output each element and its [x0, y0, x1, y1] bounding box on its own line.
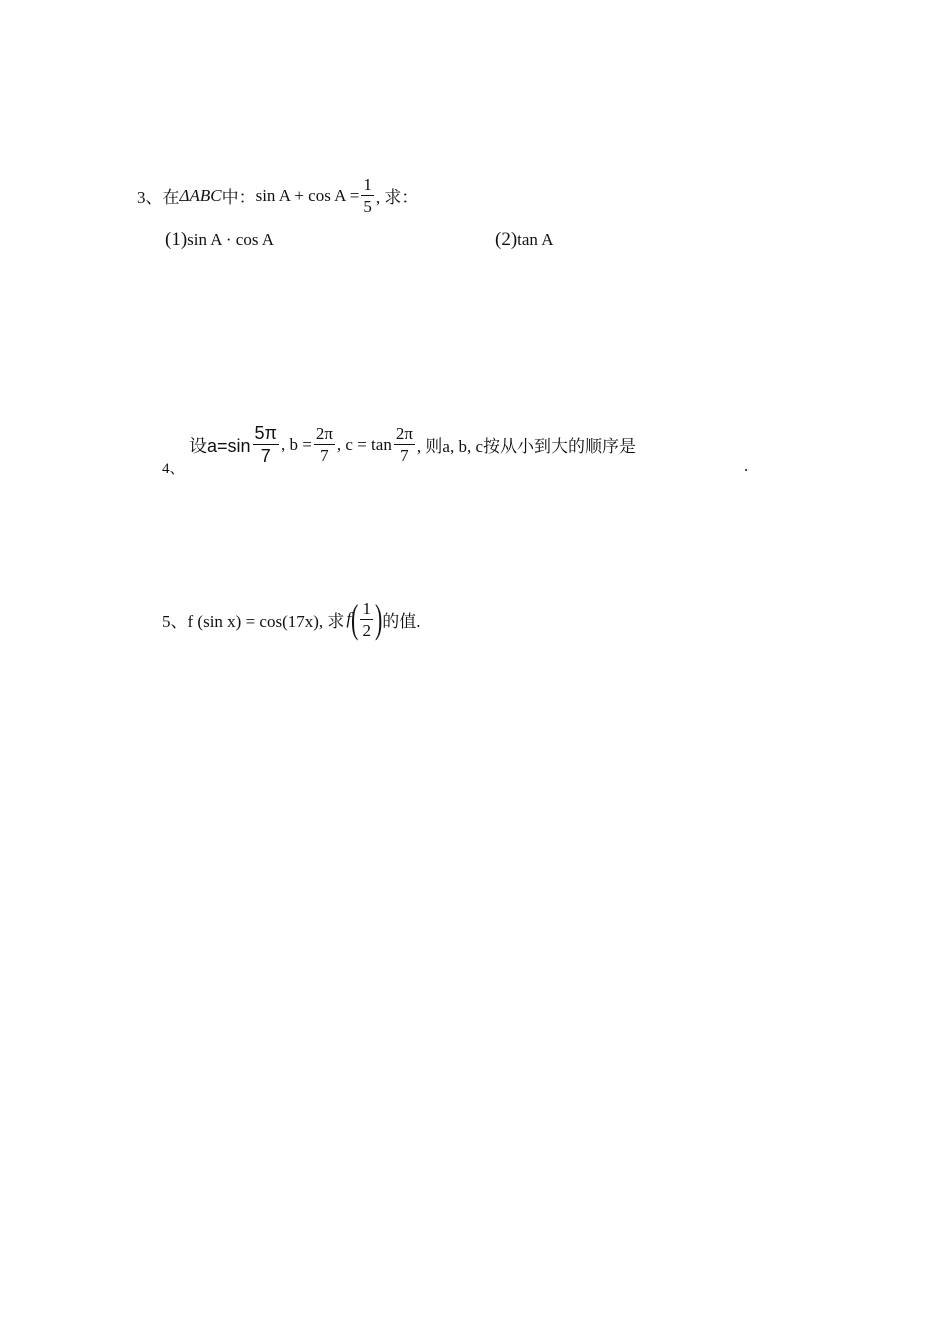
part-2-label: (2): [495, 229, 518, 250]
problem-5-equation: f (sin x) = cos(17x), 求: [187, 611, 345, 631]
problem-3-part-1: [165, 229, 274, 251]
problem-4-b-fraction: [314, 425, 335, 464]
fraction-denominator: 2: [362, 620, 371, 640]
problem-4-statement: [189, 424, 636, 465]
problem-3-equation: sin A + cos A =: [255, 185, 360, 205]
problem-4-number: 4、: [162, 461, 185, 477]
problem-5-function: f: [346, 609, 352, 628]
problem-4-prefix: 设a=sin: [189, 435, 251, 456]
problem-4-tail: , 则a, b, c按从小到大的顺序是: [416, 437, 637, 456]
fraction-numerator: 1: [363, 175, 372, 194]
problem-4-c-fraction: [394, 425, 415, 464]
fraction-denominator: 7: [320, 446, 329, 465]
right-paren: ): [374, 596, 383, 641]
problem-5-tail: 的值.: [382, 611, 421, 631]
fraction-denominator: 7: [400, 446, 409, 465]
problem-5-number: 5、: [162, 611, 188, 631]
problem-3-part-2: [495, 229, 554, 251]
problem-3-tail: , 求：: [375, 188, 419, 207]
problem-4-b-label: , b =: [280, 434, 312, 454]
problem-5-statement: [162, 596, 421, 641]
problem-3-mid: 中：: [221, 188, 256, 207]
fraction-denominator: 7: [260, 446, 271, 466]
problem-5-fraction: [360, 600, 373, 639]
problem-4-c-label: , c = tan: [336, 434, 392, 454]
problem-4-a-fraction: [253, 424, 279, 465]
fraction-numerator: 1: [362, 598, 371, 618]
part-2-expression: tan A: [517, 230, 554, 249]
fraction-numerator: 2π: [315, 424, 333, 443]
part-1-label: (1): [165, 229, 188, 250]
part-1-expression: sin A · cos A: [187, 230, 275, 249]
left-paren: (: [351, 596, 359, 641]
problem-3-intro: 在: [162, 188, 180, 207]
problem-3-number: 3、: [137, 188, 163, 207]
problem-3-fraction: [361, 176, 374, 215]
fraction-numerator: 2π: [395, 424, 413, 443]
problem-3-statement: [137, 176, 418, 215]
fraction-denominator: 5: [363, 197, 372, 216]
fraction-numerator: 5π: [254, 423, 277, 443]
problem-4-end-period: .: [744, 456, 749, 475]
problem-3-triangle: ΔABC: [179, 185, 222, 205]
